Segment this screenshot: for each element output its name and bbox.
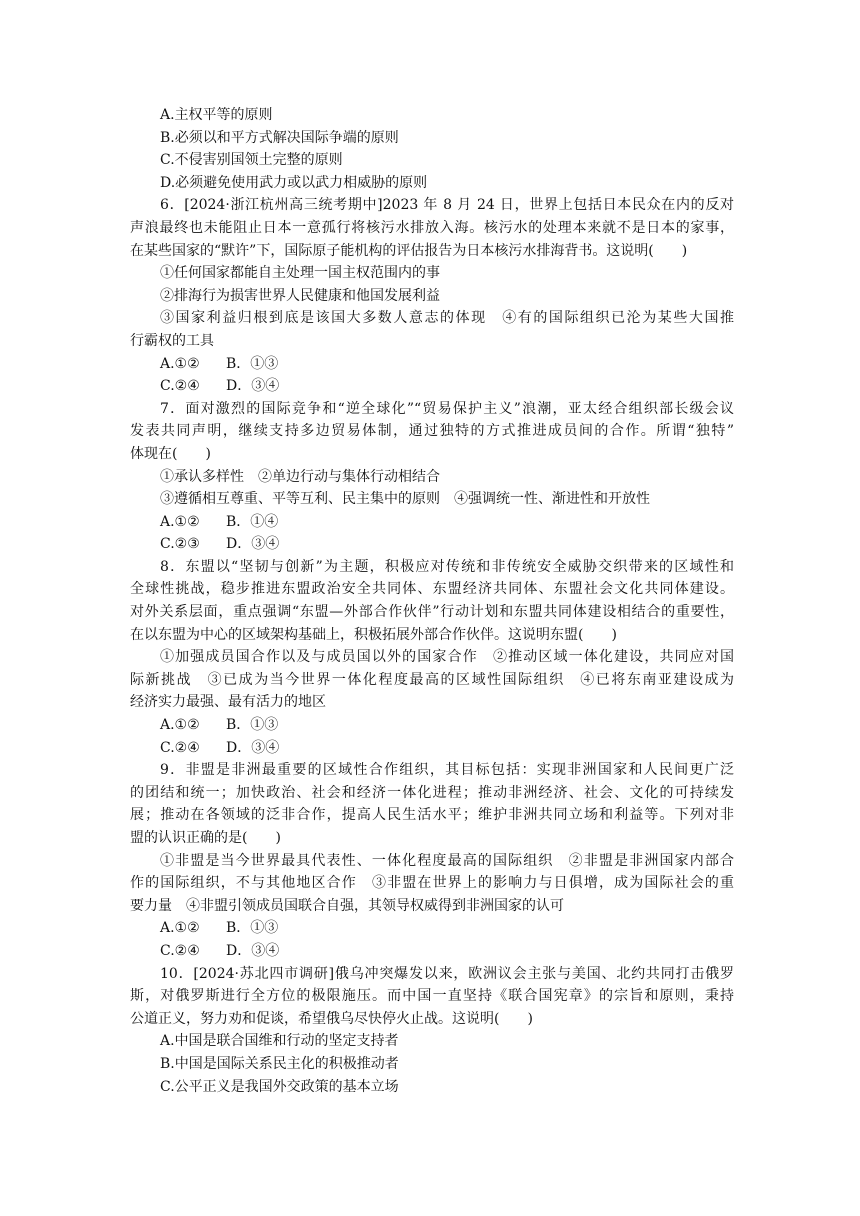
option-b: B．①③: [226, 717, 279, 734]
statement-item: ③国家利益归根到底是该国大多数人意志的体现 ④有的国际组织已沦为某些大国推: [160, 310, 734, 327]
option-b: B.必须以和平方式解决国际争端的原则: [160, 129, 399, 146]
option-a: A.中国是联合国维和行动的坚定支持者: [160, 1033, 399, 1050]
statement-item: ①非盟是当今世界最具代表性、一体化程度最高的国际组织 ②非盟是非洲国家内部合: [160, 852, 734, 869]
statement-item: 际新挑战 ③已成为当今世界一体化程度最高的区域性国际组织 ④已将东南亚建设成为: [130, 671, 734, 688]
statement-item: ①加强成员国合作以及与成员国以外的国家合作 ②推动区域一体化建设，共同应对国: [160, 649, 734, 666]
question-stem-line: 斯，对俄罗斯进行全方位的极限施压。而中国一直坚持《联合国宪章》的宗旨和原则，秉持: [130, 988, 734, 1005]
option-d: D．③④: [226, 739, 280, 756]
question-10: [130, 963, 734, 1099]
answer-options-row: [130, 917, 734, 940]
answer-options-row: [130, 737, 734, 760]
option-c: C.不侵害别国领土完整的原则: [160, 152, 343, 169]
option-c: C.②④: [160, 739, 200, 756]
statement-item: ①任何国家都能自主处理一国主权范围内的事: [160, 265, 440, 282]
answer-options-row: [130, 375, 734, 398]
option-b: B．①③: [226, 920, 279, 937]
question-6: [130, 194, 734, 397]
option-d: D．③④: [226, 942, 280, 959]
option-b: B．①④: [226, 513, 279, 530]
option-a: A.主权平等的原则: [160, 107, 273, 123]
question-stem-line: 全球性挑战，稳步推进东盟政治安全共同体、东盟经济共同体、东盟社会文化共同体建设。: [130, 581, 734, 598]
answer-options-row: [130, 511, 734, 534]
question-7: [130, 398, 734, 556]
option-a: A.①②: [160, 920, 200, 937]
question-stem-line: 发表共同声明，继续支持多边贸易体制，通过独特的方式推进成员间的合作。所谓“独特”: [130, 423, 734, 440]
question-stem-line: 公道正义，努力劝和促谈，希望俄乌尽快停火止战。这说明( ): [130, 1010, 533, 1027]
question-8: [130, 556, 734, 759]
statement-item: ③遵循相互尊重、平等互利、民主集中的原则 ④强调统一性、渐进性和开放性: [160, 491, 650, 508]
statement-item: 要力量 ④非盟引领成员国联合自强，其领导权威得到非洲国家的认可: [130, 897, 564, 914]
answer-options-row: [130, 714, 734, 737]
question-stem-line: 体现在( ): [130, 445, 211, 462]
answer-options-row: [130, 533, 734, 556]
question-stem-line: 对外关系层面，重点强调“东盟—外部合作伙伴”行动计划和东盟共同体建设相结合的重要性，: [130, 604, 734, 621]
option-b: B．①③: [226, 355, 279, 372]
question-5-options: [130, 104, 734, 194]
answer-options-row: [130, 940, 734, 963]
option-d: D．③④: [226, 378, 280, 395]
option-c: C.公平正义是我国外交政策的基本立场: [160, 1078, 399, 1095]
statement-item: 作的国际组织，不与其他地区合作 ③非盟在世界上的影响力与日俱增，成为国际社会的重: [130, 875, 734, 892]
question-stem-line: 的团结和统一；加快政治、社会和经济一体化进程；推动非洲经济、社会、文化的可持续发: [130, 784, 734, 801]
question-9: [130, 759, 734, 962]
question-stem-line: 7．面对激烈的国际竞争和“逆全球化”“贸易保护主义”浪潮，亚太经合组织部长级会议: [160, 400, 734, 417]
option-a: A.①②: [160, 355, 200, 372]
question-stem-line: 在以东盟为中心的区域架构基础上，积极拓展外部合作伙伴。这说明东盟( ): [130, 626, 617, 643]
option-b: B.中国是国际关系民主化的积极推动者: [160, 1055, 399, 1072]
answer-options-row: [130, 353, 734, 376]
question-stem-line: 声浪最终也未能阻止日本一意孤行将核污水排放入海。核污水的处理本来就不是日本的家事，: [130, 219, 734, 236]
question-stem-line: 盟的认识正确的是( ): [130, 830, 281, 846]
option-c: C.②④: [160, 942, 200, 959]
question-stem-line: 8．东盟以“坚韧与创新”为主题，积极应对传统和非传统安全威胁交织带来的区域性和: [160, 558, 734, 575]
option-a: A.①②: [160, 717, 200, 734]
question-stem-line: 在某些国家的“默许”下，国际原子能机构的评估报告为日本核污水排海背书。这说明( ): [130, 242, 688, 259]
option-d: D.必须避免使用武力或以武力相威胁的原则: [160, 174, 428, 191]
question-stem-line: 6．[2024·浙江杭州高三统考期中]2023 年 8 月 24 日，世界上包括日本民众在内的反对: [160, 197, 734, 214]
statement-item: 行霸权的工具: [130, 332, 214, 349]
document-page: [130, 104, 734, 1098]
question-stem-line: 9．非盟是非洲最重要的区域性合作组织，其目标包括：实现非洲国家和人民间更广泛: [160, 762, 734, 779]
question-stem-line: 10．[2024·苏北四市调研]俄乌冲突爆发以来，欧洲议会主张与美国、北约共同打击俄罗: [160, 965, 734, 982]
statement-item: 经济实力最强、最有活力的地区: [130, 694, 326, 711]
option-a: A.①②: [160, 513, 200, 530]
question-stem-line: 展；推动在各领域的泛非合作，提高人民生活水平；维护非洲共同立场和利益等。下列对非: [130, 807, 734, 824]
statement-item: ①承认多样性 ②单边行动与集体行动相结合: [160, 468, 440, 485]
option-d: D．③④: [226, 536, 280, 553]
option-c: C.②④: [160, 378, 200, 395]
statement-item: ②排海行为损害世界人民健康和他国发展利益: [160, 287, 440, 304]
option-c: C.②③: [160, 536, 200, 553]
